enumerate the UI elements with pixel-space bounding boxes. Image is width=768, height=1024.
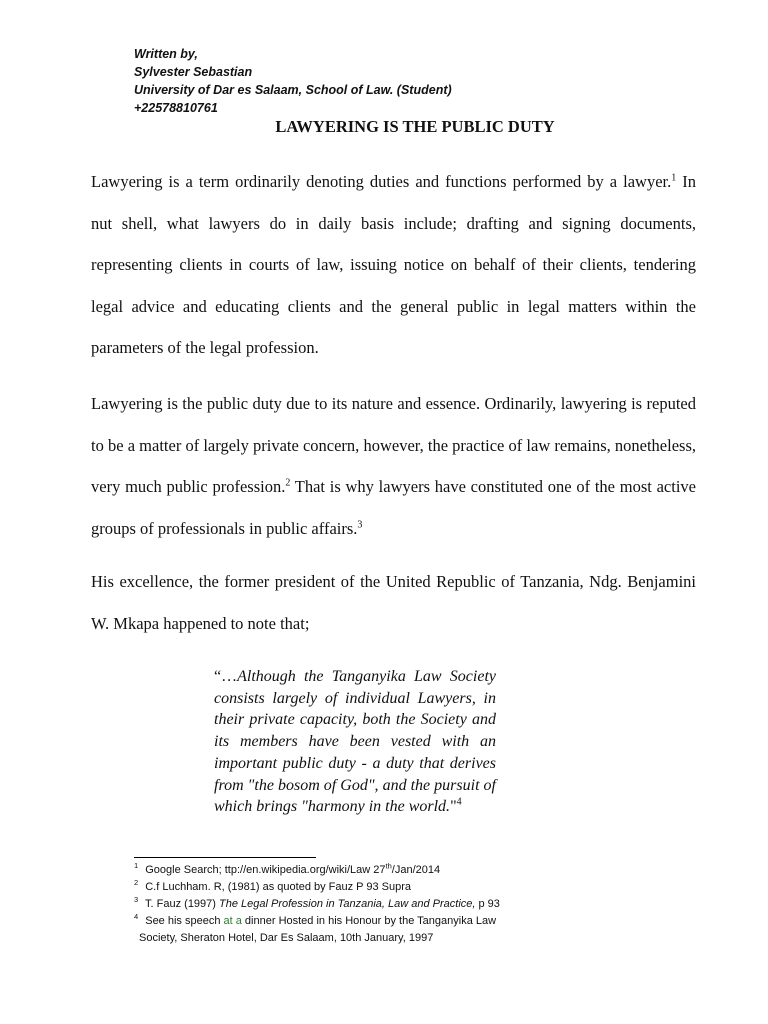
paragraph-2-text-a: Lawyering is the public duty due to its nature and essence. Ordinarily, lawyering is reputed to be a matter of largely private concern, however, the practice of law remains, nonetheless, very much public profession.: [91, 394, 696, 496]
author-name: Sylvester Sebastian: [134, 65, 253, 79]
footnotes: [134, 862, 674, 947]
footnote-4-text-b: dinner Hosted in his Honour by the Tanganyika Law: [241, 915, 497, 927]
footnote-4-highlight: at a: [223, 915, 242, 927]
author-affiliation: University of Dar es Salaam, School of Law. (Student): [134, 83, 452, 97]
author-phone: +22578810761: [134, 101, 218, 115]
footnote-ref-2: 2: [285, 477, 291, 489]
paragraph-2-text-b: That is why lawyers have constituted one of the most active groups of professionals in public affairs.: [91, 477, 696, 538]
footnote-4-number: 4: [134, 912, 139, 922]
footnote-3-text-b: p 93: [475, 898, 500, 910]
footnote-1-number: 1: [134, 861, 139, 871]
footnote-1-text: Google Search; ttp://en.wikipedia.org/wiki/Law 27: [142, 864, 386, 876]
footnote-3-book-title: The Legal Profession in Tanzania, Law and Practice,: [219, 898, 476, 910]
footnote-ref-3: 3: [357, 519, 363, 530]
quote-text: Although the Tanganyika Law Society consists largely of individual Lawyers, in their private capacity, both the Society and its members have been vested with an important public duty - a duty that derives from "the bosom of God", and the pursuit of which brings "harmony in the world.: [214, 668, 496, 816]
document-title: LAWYERING IS THE PUBLIC DUTY: [275, 117, 555, 136]
footnote-3: [134, 896, 674, 913]
paragraph-1-text-a: Lawyering is a term ordinarily denoting duties and functions performed by a lawyer.: [91, 172, 672, 191]
footnote-ref-4: 4: [456, 796, 462, 808]
footnote-1: [134, 862, 674, 879]
footnote-separator: [134, 857, 316, 858]
author-written-by: Written by,: [134, 47, 198, 61]
quote-close-mark: ": [450, 798, 457, 816]
paragraph-2: [91, 383, 696, 549]
paragraph-1-text-b: In nut shell, what lawyers do in daily basis include; drafting and signing documents, representing clients in courts of law, issuing notice on behalf of their clients, tendering legal advice and educating clients and the general public in legal matters within the parameters of the legal profession.: [91, 172, 696, 357]
paragraph-1: [91, 161, 696, 369]
block-quote: [214, 666, 496, 818]
footnote-4-continuation: Society, Sheraton Hotel, Dar Es Salaam, 10th January, 1997: [139, 932, 434, 944]
footnote-ref-1: 1: [671, 172, 677, 184]
quote-open-mark: “…: [214, 668, 238, 685]
footnote-3-text-a: T. Fauz (1997): [142, 898, 220, 910]
footnote-1-date: /Jan/2014: [391, 864, 441, 876]
footnote-1-ordinal: th: [385, 861, 392, 871]
author-block: [134, 45, 452, 117]
footnote-2-number: 2: [134, 878, 139, 888]
footnote-2: [134, 879, 674, 896]
footnote-4-text-a: See his speech: [142, 915, 224, 927]
paragraph-3: His excellence, the former president of the United Republic of Tanzania, Ndg. Benjamini W. Mkapa happened to note that;: [91, 572, 696, 633]
footnote-2-text: C.f Luchham. R, (1981) as quoted by Fauz P 93 Supra: [142, 881, 412, 893]
footnote-4: [134, 913, 674, 930]
footnote-3-number: 3: [134, 895, 139, 905]
